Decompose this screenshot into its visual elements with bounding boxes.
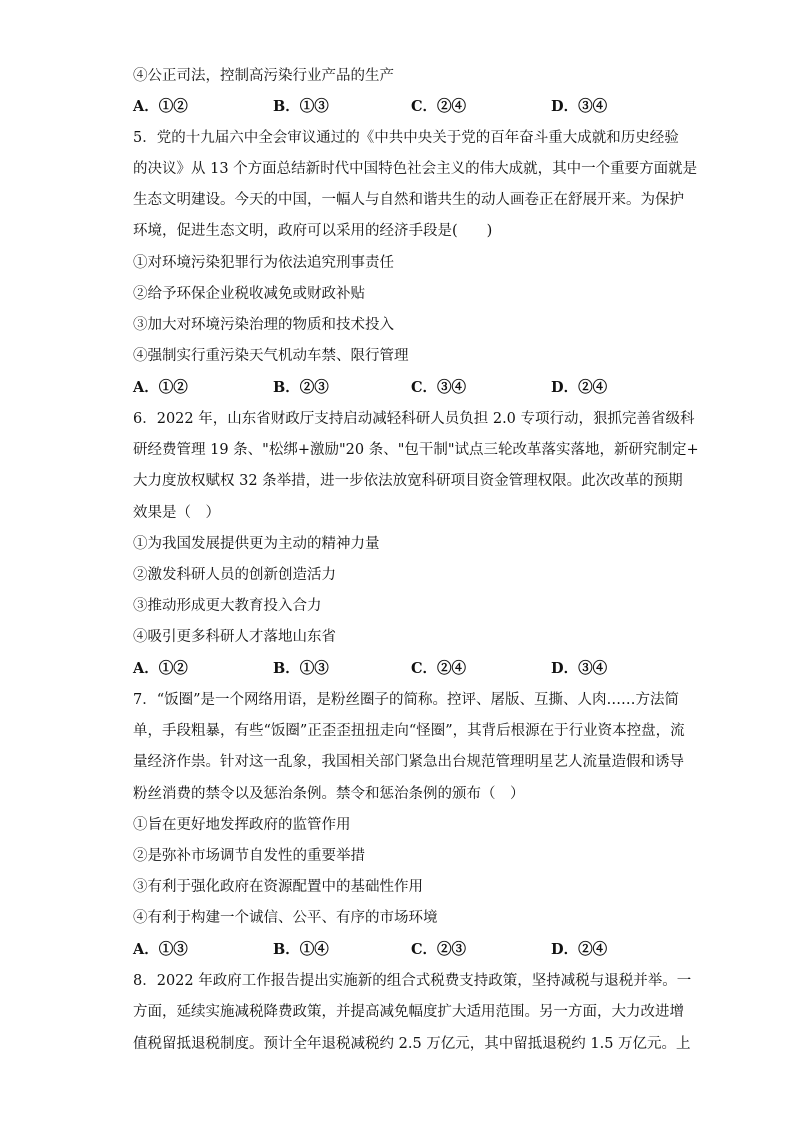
q6-stem-line-2: 研经费管理 19 条、"松绑+激励"20 条、"包干制"试点三轮改革落实落地，新研究制定+ bbox=[133, 442, 699, 458]
q7-stem-line-3: 量经济作祟。针对这一乱象，我国相关部门紧急出台规范管理明星艺人流量造假和诱导 bbox=[133, 754, 684, 770]
q6-item-2: ②激发科研人员的创新创造活力 bbox=[133, 567, 336, 583]
q4-options bbox=[133, 97, 653, 117]
q6-option-a[interactable]: A．①② bbox=[133, 660, 188, 677]
q6-stem-line-1: 6．2022 年，山东省财政厅支持启动减轻科研人员负担 2.0 专项行动，狠抓完善省级科 bbox=[133, 411, 695, 427]
q6-stem-line-3: 大力度放权赋权 32 条举措，进一步依法放宽科研项目资金管理权限。此次改革的预期 bbox=[133, 473, 683, 489]
q5-stem-line-1: 5．党的十九届六中全会审议通过的《中共中央关于党的百年奋斗重大成就和历史经验 bbox=[133, 130, 679, 146]
q5-stem-line-4: 环境，促进生态文明，政府可以采用的经济手段是( ) bbox=[133, 223, 493, 239]
q7-stem-line-2: 单，手段粗暴，有些“饭圈”正歪歪扭扭走向“怪圈”，其背后根源在于行业资本控盘，流 bbox=[133, 723, 685, 739]
q7-option-a[interactable]: A．①③ bbox=[133, 941, 188, 958]
q5-item-1: ①对环境污染犯罪行为依法追究刑事责任 bbox=[133, 255, 394, 271]
q7-item-4: ④有利于构建一个诚信、公平、有序的市场环境 bbox=[133, 910, 438, 926]
q5-option-d[interactable]: D．②④ bbox=[551, 379, 608, 396]
q8-stem-line-1: 8．2022 年政府工作报告提出实施新的组合式税费支持政策，坚持减税与退税并举。一 bbox=[133, 973, 692, 989]
q6-option-c[interactable]: C．②④ bbox=[411, 660, 467, 677]
q7-stem-line-1: 7．“饭圈”是一个网络用语，是粉丝圈子的简称。控评、屠版、互撕、人肉……方法简 bbox=[133, 692, 680, 708]
q5-item-3: ③加大对环境污染治理的物质和技术投入 bbox=[133, 317, 394, 333]
q6-option-b[interactable]: B．①③ bbox=[273, 660, 329, 677]
q7-item-1: ①旨在更好地发挥政府的监管作用 bbox=[133, 817, 351, 833]
q5-options bbox=[133, 378, 653, 398]
q6-item-4: ④吸引更多科研人才落地山东省 bbox=[133, 629, 336, 645]
q4-option-d[interactable]: D．③④ bbox=[551, 98, 608, 115]
q5-option-b[interactable]: B．②③ bbox=[273, 379, 329, 396]
q6-option-d[interactable]: D．③④ bbox=[551, 660, 608, 677]
q5-item-4: ④强制实行重污染天气机动车禁、限行管理 bbox=[133, 348, 409, 364]
q5-stem-line-3: 生态文明建设。今天的中国，一幅人与自然和谐共生的动人画卷正在舒展开来。为保护 bbox=[133, 192, 684, 208]
q5-option-a[interactable]: A．①② bbox=[133, 379, 188, 396]
q7-item-2: ②是弥补市场调节自发性的重要举措 bbox=[133, 848, 365, 864]
q7-options bbox=[133, 940, 653, 960]
q6-options bbox=[133, 659, 653, 679]
q6-item-1: ①为我国发展提供更为主动的精神力量 bbox=[133, 536, 380, 552]
q4-option-a[interactable]: A．①② bbox=[133, 98, 188, 115]
q7-option-b[interactable]: B．①④ bbox=[273, 941, 329, 958]
q6-item-3: ③推动形成更大教育投入合力 bbox=[133, 598, 322, 614]
q7-item-3: ③有利于强化政府在资源配置中的基础性作用 bbox=[133, 879, 423, 895]
q8-stem-line-3: 值税留抵退税制度。预计全年退税减税约 2.5 万亿元，其中留抵退税约 1.5 万亿元。上 bbox=[133, 1036, 691, 1052]
q6-stem-line-4: 效果是（ ） bbox=[133, 505, 220, 521]
q5-option-c[interactable]: C．③④ bbox=[411, 379, 467, 396]
q7-stem-line-4: 粉丝消费的禁令以及惩治条例。禁令和惩治条例的颁布（ ） bbox=[133, 786, 525, 802]
q5-stem-line-2: 的决议》从 13 个方面总结新时代中国特色社会主义的伟大成就，其中一个重要方面就是 bbox=[133, 161, 698, 177]
q4-option-b[interactable]: B．①③ bbox=[273, 98, 329, 115]
q4-item-4: ④公正司法，控制高污染行业产品的生产 bbox=[133, 68, 394, 84]
q7-option-c[interactable]: C．②③ bbox=[411, 941, 467, 958]
q5-item-2: ②给予环保企业税收减免或财政补贴 bbox=[133, 286, 365, 302]
q4-option-c[interactable]: C．②④ bbox=[411, 98, 467, 115]
q7-option-d[interactable]: D．②④ bbox=[551, 941, 608, 958]
q8-stem-line-2: 方面，延续实施减税降费政策，并提高减免幅度扩大适用范围。另一方面，大力改进增 bbox=[133, 1004, 684, 1020]
